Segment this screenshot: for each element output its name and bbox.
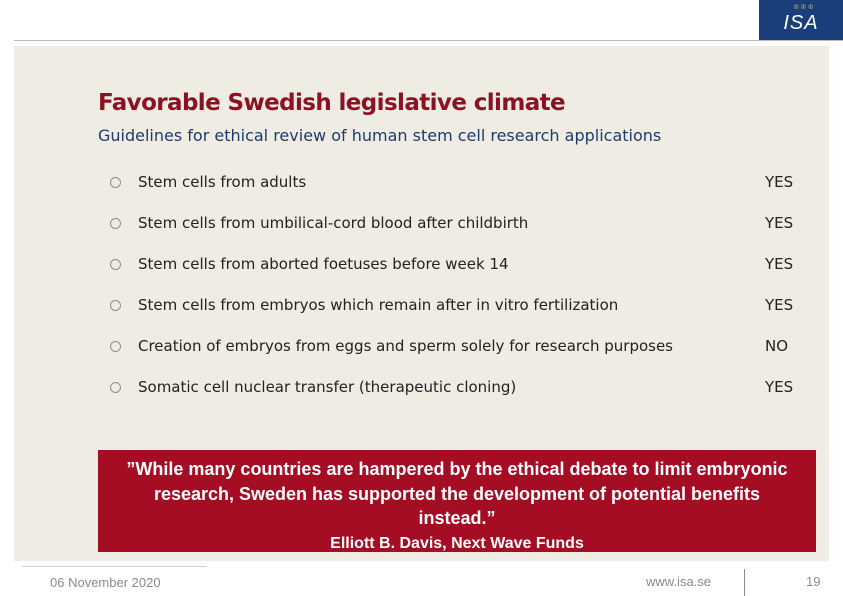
slide-subtitle: Guidelines for ethical review of human stem cell research applications <box>98 126 662 145</box>
guideline-answer: YES <box>765 296 794 314</box>
guideline-row <box>110 334 810 358</box>
footer-divider <box>744 569 745 596</box>
quote-text: ”While many countries are hampered by the ethical debate to limit embryonic research, Sweden has supported the development of potential benefits instead.” <box>126 459 788 528</box>
guideline-row <box>110 293 810 317</box>
guideline-answer: YES <box>765 378 794 396</box>
circle-bullet-icon <box>110 259 121 270</box>
logo-text: ISA <box>783 11 819 34</box>
header-rule <box>14 40 843 41</box>
circle-bullet-icon <box>110 300 121 311</box>
guideline-row <box>110 211 810 235</box>
guideline-answer: YES <box>765 173 794 191</box>
quote-box <box>98 450 816 552</box>
circle-bullet-icon <box>110 177 121 188</box>
footer-date: 06 November 2020 <box>22 566 207 596</box>
page-number: 19 <box>806 574 821 589</box>
guideline-label: Stem cells from adults <box>138 173 307 191</box>
guideline-label: Stem cells from embryos which remain after in vitro fertilization <box>138 296 619 314</box>
guideline-row <box>110 252 810 276</box>
guideline-answer: YES <box>765 214 794 232</box>
crown-icon: ♔♔♔ <box>793 3 815 11</box>
footer-website: www.isa.se <box>646 574 712 589</box>
slide-title: Favorable Swedish legislative climate <box>98 90 566 116</box>
circle-bullet-icon <box>110 382 121 393</box>
circle-bullet-icon <box>110 218 121 229</box>
guideline-label: Creation of embryos from eggs and sperm solely for research purposes <box>138 337 673 355</box>
isa-logo <box>759 0 843 40</box>
quote-author: Elliott B. Davis, Next Wave Funds <box>330 534 584 552</box>
guideline-label: Somatic cell nuclear transfer (therapeutic cloning) <box>138 378 517 396</box>
guideline-answer: YES <box>765 255 794 273</box>
circle-bullet-icon <box>110 341 121 352</box>
guideline-row <box>110 170 810 194</box>
guideline-row <box>110 375 810 399</box>
guideline-answer: NO <box>765 337 789 355</box>
guideline-label: Stem cells from aborted foetuses before week 14 <box>138 255 509 273</box>
guideline-label: Stem cells from umbilical-cord blood after childbirth <box>138 214 529 232</box>
